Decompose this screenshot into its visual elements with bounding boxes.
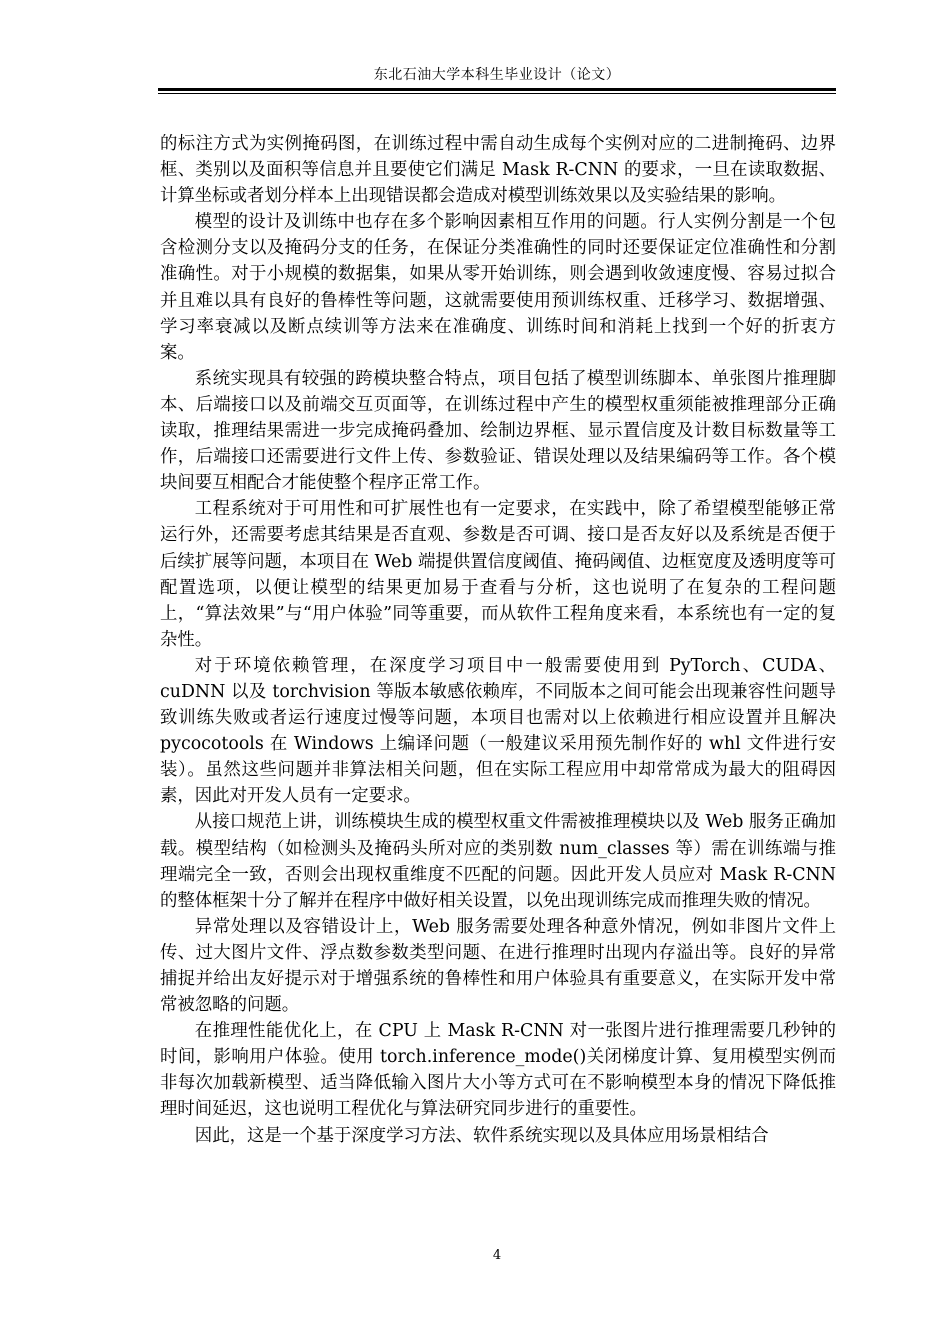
paragraph: 从接口规范上讲，训练模块生成的模型权重文件需被推理模块以及 Web 服务正确加载。模型结构（如检测头及掩码头所对应的类别数 num_classes 等）需在训练端与推理端完全一致，否则会出现权重维度不匹配的问题。因此开发人员应对 Mask R-CNN 的整体框架十分了解并在程序中做好相关设置，以免出现训练完成而推理失败的情况。: [160, 812, 836, 911]
header-rule-thick: [158, 88, 836, 91]
page-number: 4: [492, 1248, 502, 1263]
header-rule-thin: [158, 93, 836, 94]
paragraph: 工程系统对于可用性和可扩展性也有一定要求，在实践中，除了希望模型能够正常运行外，还需要考虑其结果是否直观、参数是否可调、接口是否友好以及系统是否便于后续扩展等问题，本项目在 Web 端提供置信度阈值、掩码阈值、边框宽度及透明度等可配置选项，以便让模型的结果更加易于查看与分析，这也说明了在复杂的工程问题上，“算法效果”与“用户体验”同等重要，而从软件工程角度来看，本系统也有一定的复杂性。: [160, 499, 836, 650]
paragraph: 异常处理以及容错设计上，Web 服务需要处理各种意外情况，例如非图片文件上传、过大图片文件、浮点数参数类型问题、在进行推理时出现内存溢出等。良好的异常捕捉并给出友好提示对于增强系统的鲁棒性和用户体验具有重要意义，在实际开发中常常被忽略的问题。: [160, 916, 836, 1016]
paragraph-continued: 的标注方式为实例掩码图，在训练过程中需自动生成每个实例对应的二进制掩码、边界框、类别以及面积等信息并且要使它们满足 Mask R-CNN 的要求，一旦在读取数据、计算坐标或者划分样本上出现错误都会造成对模型训练效果以及实验结果的影响。: [160, 134, 836, 207]
page-header: 东北石油大学本科生毕业设计（论文）: [373, 67, 621, 83]
paragraph: 对于环境依赖管理，在深度学习项目中一般需要使用到 PyTorch、CUDA、cuDNN 以及 torchvision 等版本敏感依赖库，不同版本之间可能会出现兼容性问题导致训练失败或者运行速度过慢等问题，本项目也需对以上依赖进行相应设置并且解决 pycocotools 在 Windows 上编译问题（一般建议采用预先制作好的 whl 文件进行安装）。虽然这些问题并非算法相关问题，但在实际工程应用中却常常成为最大的阻碍因素，因此对开发人员有一定要求。: [160, 655, 836, 807]
paragraph: 系统实现具有较强的跨模块整合特点，项目包括了模型训练脚本、单张图片推理脚本、后端接口以及前端交互页面等，在训练过程中产生的模型权重须能被推理部分正确读取，推理结果需进一步完成掩码叠加、绘制边界框、显示置信度及计数目标数量等工作，后端接口还需要进行文件上传、参数验证、错误处理以及结果编码等工作。各个模块间要互相配合才能使整个程序正常工作。: [160, 368, 836, 494]
paragraph: 在推理性能优化上，在 CPU 上 Mask R-CNN 对一张图片进行推理需要几秒钟的时间，影响用户体验。使用 torch.inference_mode()关闭梯度计算、复用模型实例而非每次加载新模型、适当降低输入图片大小等方式可在不影响模型本身的情况下降低推理时间延迟，这也说明工程优化与算法研究同步进行的重要性。: [160, 1021, 836, 1120]
body-text: [160, 131, 836, 1149]
paragraph: 模型的设计及训练中也存在多个影响因素相互作用的问题。行人实例分割是一个包含检测分支以及掩码分支的任务，在保证分类准确性的同时还要保证定位准确性和分割准确性。对于小规模的数据集，如果从零开始训练，则会遇到收敛速度慢、容易过拟合并且难以具有良好的鲁棒性等问题，这就需要使用预训练权重、迁移学习、数据增强、学习率衰减以及断点续训等方法来在准确度、训练时间和消耗上找到一个好的折衷方案。: [160, 212, 836, 363]
paragraph: 因此，这是一个基于深度学习方法、软件系统实现以及具体应用场景相结合: [194, 1125, 769, 1146]
